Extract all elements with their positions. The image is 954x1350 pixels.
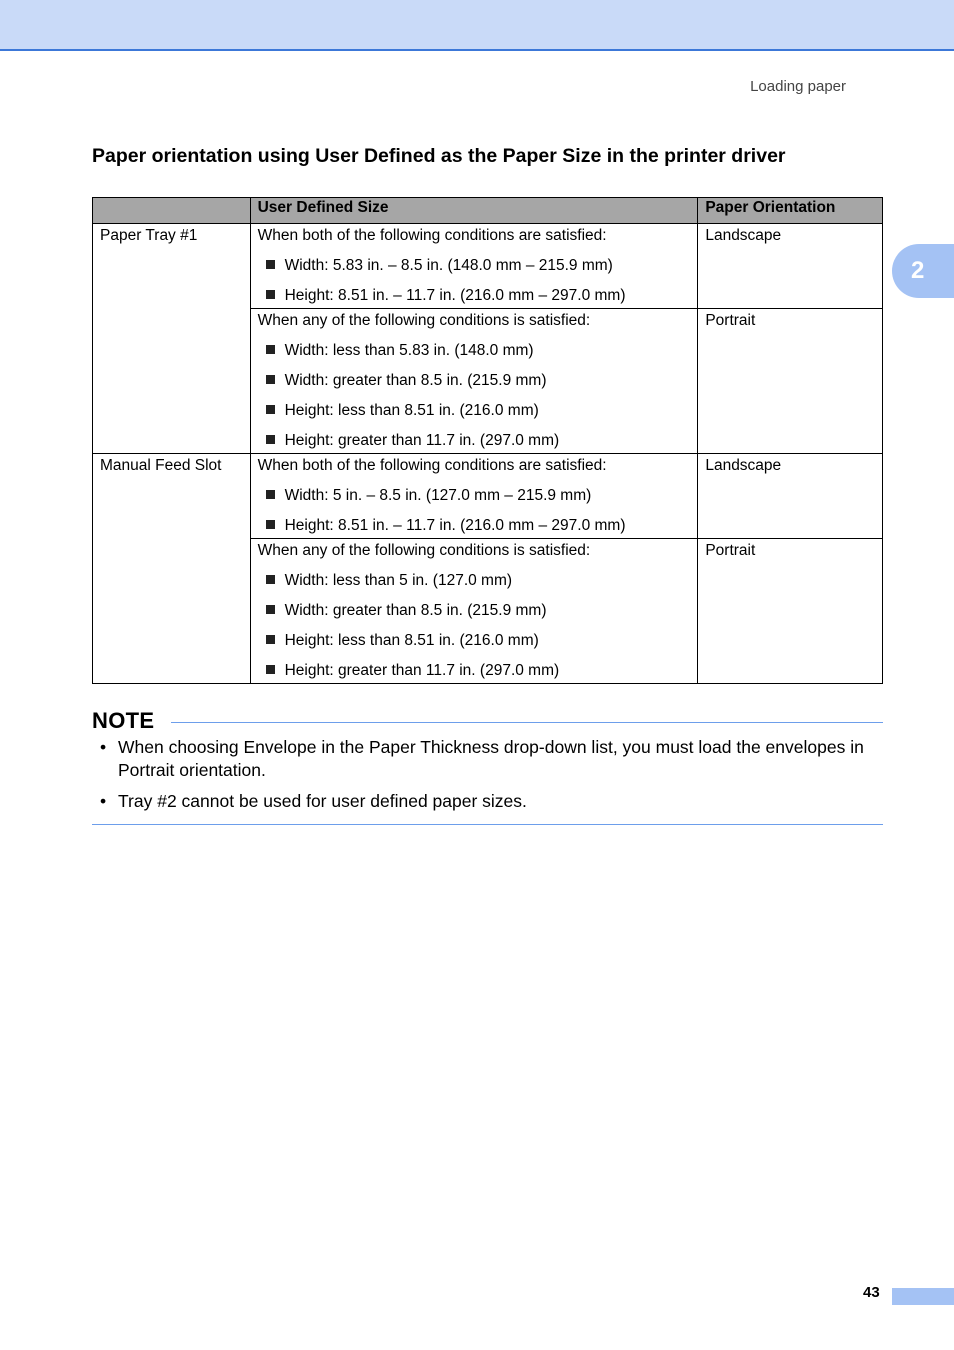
square-bullet-icon bbox=[266, 520, 275, 529]
condition-lead: When any of the following conditions is satisfied: bbox=[257, 312, 591, 329]
condition-item bbox=[258, 595, 691, 625]
condition-cell bbox=[250, 539, 698, 684]
condition-text: Width: greater than 8.5 in. (215.9 mm) bbox=[284, 602, 547, 619]
condition-item bbox=[258, 565, 691, 595]
note-text: Tray #2 cannot be used for user defined paper sizes. bbox=[118, 791, 527, 811]
paper-orientation-table bbox=[92, 197, 883, 684]
orientation-cell bbox=[698, 454, 883, 539]
square-bullet-icon bbox=[266, 605, 275, 614]
orientation-cell bbox=[698, 224, 883, 309]
square-bullet-icon bbox=[266, 375, 275, 384]
orientation-value: Landscape bbox=[705, 227, 782, 244]
section-title: Paper orientation using User Defined as the Paper Size in the printer driver bbox=[92, 145, 786, 167]
orientation-value: Portrait bbox=[705, 312, 756, 329]
condition-text: Width: 5.83 in. – 8.5 in. (148.0 mm – 215.9 mm) bbox=[284, 257, 613, 274]
condition-text: Height: less than 8.51 in. (216.0 mm) bbox=[284, 402, 539, 419]
condition-item bbox=[258, 425, 691, 453]
chapter-tab: 2 bbox=[892, 244, 954, 298]
source-label: Paper Tray #1 bbox=[100, 227, 198, 244]
orientation-cell bbox=[698, 539, 883, 684]
condition-item bbox=[258, 365, 691, 395]
source-cell bbox=[93, 454, 251, 684]
condition-text: Height: greater than 11.7 in. (297.0 mm) bbox=[284, 662, 560, 679]
note-heading: NOTE bbox=[92, 708, 155, 733]
square-bullet-icon bbox=[266, 405, 275, 414]
square-bullet-icon bbox=[266, 635, 275, 644]
bullet-icon: • bbox=[100, 737, 107, 757]
orientation-value: Landscape bbox=[705, 457, 782, 474]
source-label: Manual Feed Slot bbox=[100, 457, 222, 474]
condition-item bbox=[258, 655, 691, 683]
condition-text: Width: 5 in. – 8.5 in. (127.0 mm – 215.9 mm) bbox=[284, 487, 592, 504]
note-rule-top bbox=[171, 722, 883, 723]
table-row bbox=[93, 224, 883, 309]
header-source bbox=[93, 198, 251, 224]
square-bullet-icon bbox=[266, 345, 275, 354]
orientation-value: Portrait bbox=[705, 542, 756, 559]
condition-item bbox=[258, 625, 691, 655]
note-rule-bottom bbox=[92, 824, 883, 825]
condition-text: Height: 8.51 in. – 11.7 in. (216.0 mm – 297.0 mm) bbox=[284, 517, 626, 534]
condition-text: Height: greater than 11.7 in. (297.0 mm) bbox=[284, 432, 560, 449]
note-item bbox=[92, 790, 883, 813]
square-bullet-icon bbox=[266, 290, 275, 299]
condition-text: Height: 8.51 in. – 11.7 in. (216.0 mm – 297.0 mm) bbox=[284, 287, 626, 304]
orientation-cell bbox=[698, 309, 883, 454]
square-bullet-icon bbox=[266, 575, 275, 584]
condition-text: Width: greater than 8.5 in. (215.9 mm) bbox=[284, 372, 547, 389]
page-tab bbox=[892, 1288, 954, 1305]
table-row bbox=[93, 454, 883, 539]
condition-item bbox=[258, 480, 691, 510]
note-text: When choosing Envelope in the Paper Thickness drop-down list, you must load the envelopes in Portrait orientation. bbox=[118, 737, 864, 780]
note-list bbox=[92, 736, 883, 821]
square-bullet-icon bbox=[266, 665, 275, 674]
top-header-band bbox=[0, 0, 954, 51]
running-head: Loading paper bbox=[750, 78, 846, 95]
condition-lead: When both of the following conditions are satisfied: bbox=[257, 227, 607, 244]
note-item bbox=[92, 736, 883, 782]
source-cell bbox=[93, 224, 251, 454]
condition-lead: When any of the following conditions is satisfied: bbox=[257, 542, 591, 559]
page-number: 43 bbox=[863, 1284, 880, 1301]
square-bullet-icon bbox=[266, 490, 275, 499]
condition-item bbox=[258, 335, 691, 365]
condition-cell bbox=[250, 309, 698, 454]
condition-cell bbox=[250, 224, 698, 309]
bullet-icon: • bbox=[100, 791, 107, 811]
condition-lead: When both of the following conditions are satisfied: bbox=[257, 457, 607, 474]
condition-cell bbox=[250, 454, 698, 539]
condition-item bbox=[258, 250, 691, 280]
condition-text: Height: less than 8.51 in. (216.0 mm) bbox=[284, 632, 539, 649]
header-user-defined-size: User Defined Size bbox=[250, 198, 698, 224]
square-bullet-icon bbox=[266, 435, 275, 444]
header-paper-orientation: Paper Orientation bbox=[698, 198, 883, 224]
square-bullet-icon bbox=[266, 260, 275, 269]
condition-item bbox=[258, 395, 691, 425]
table-header-row bbox=[93, 198, 883, 224]
condition-item bbox=[258, 510, 691, 538]
condition-text: Width: less than 5 in. (127.0 mm) bbox=[284, 572, 513, 589]
condition-item bbox=[258, 280, 691, 308]
condition-text: Width: less than 5.83 in. (148.0 mm) bbox=[284, 342, 534, 359]
